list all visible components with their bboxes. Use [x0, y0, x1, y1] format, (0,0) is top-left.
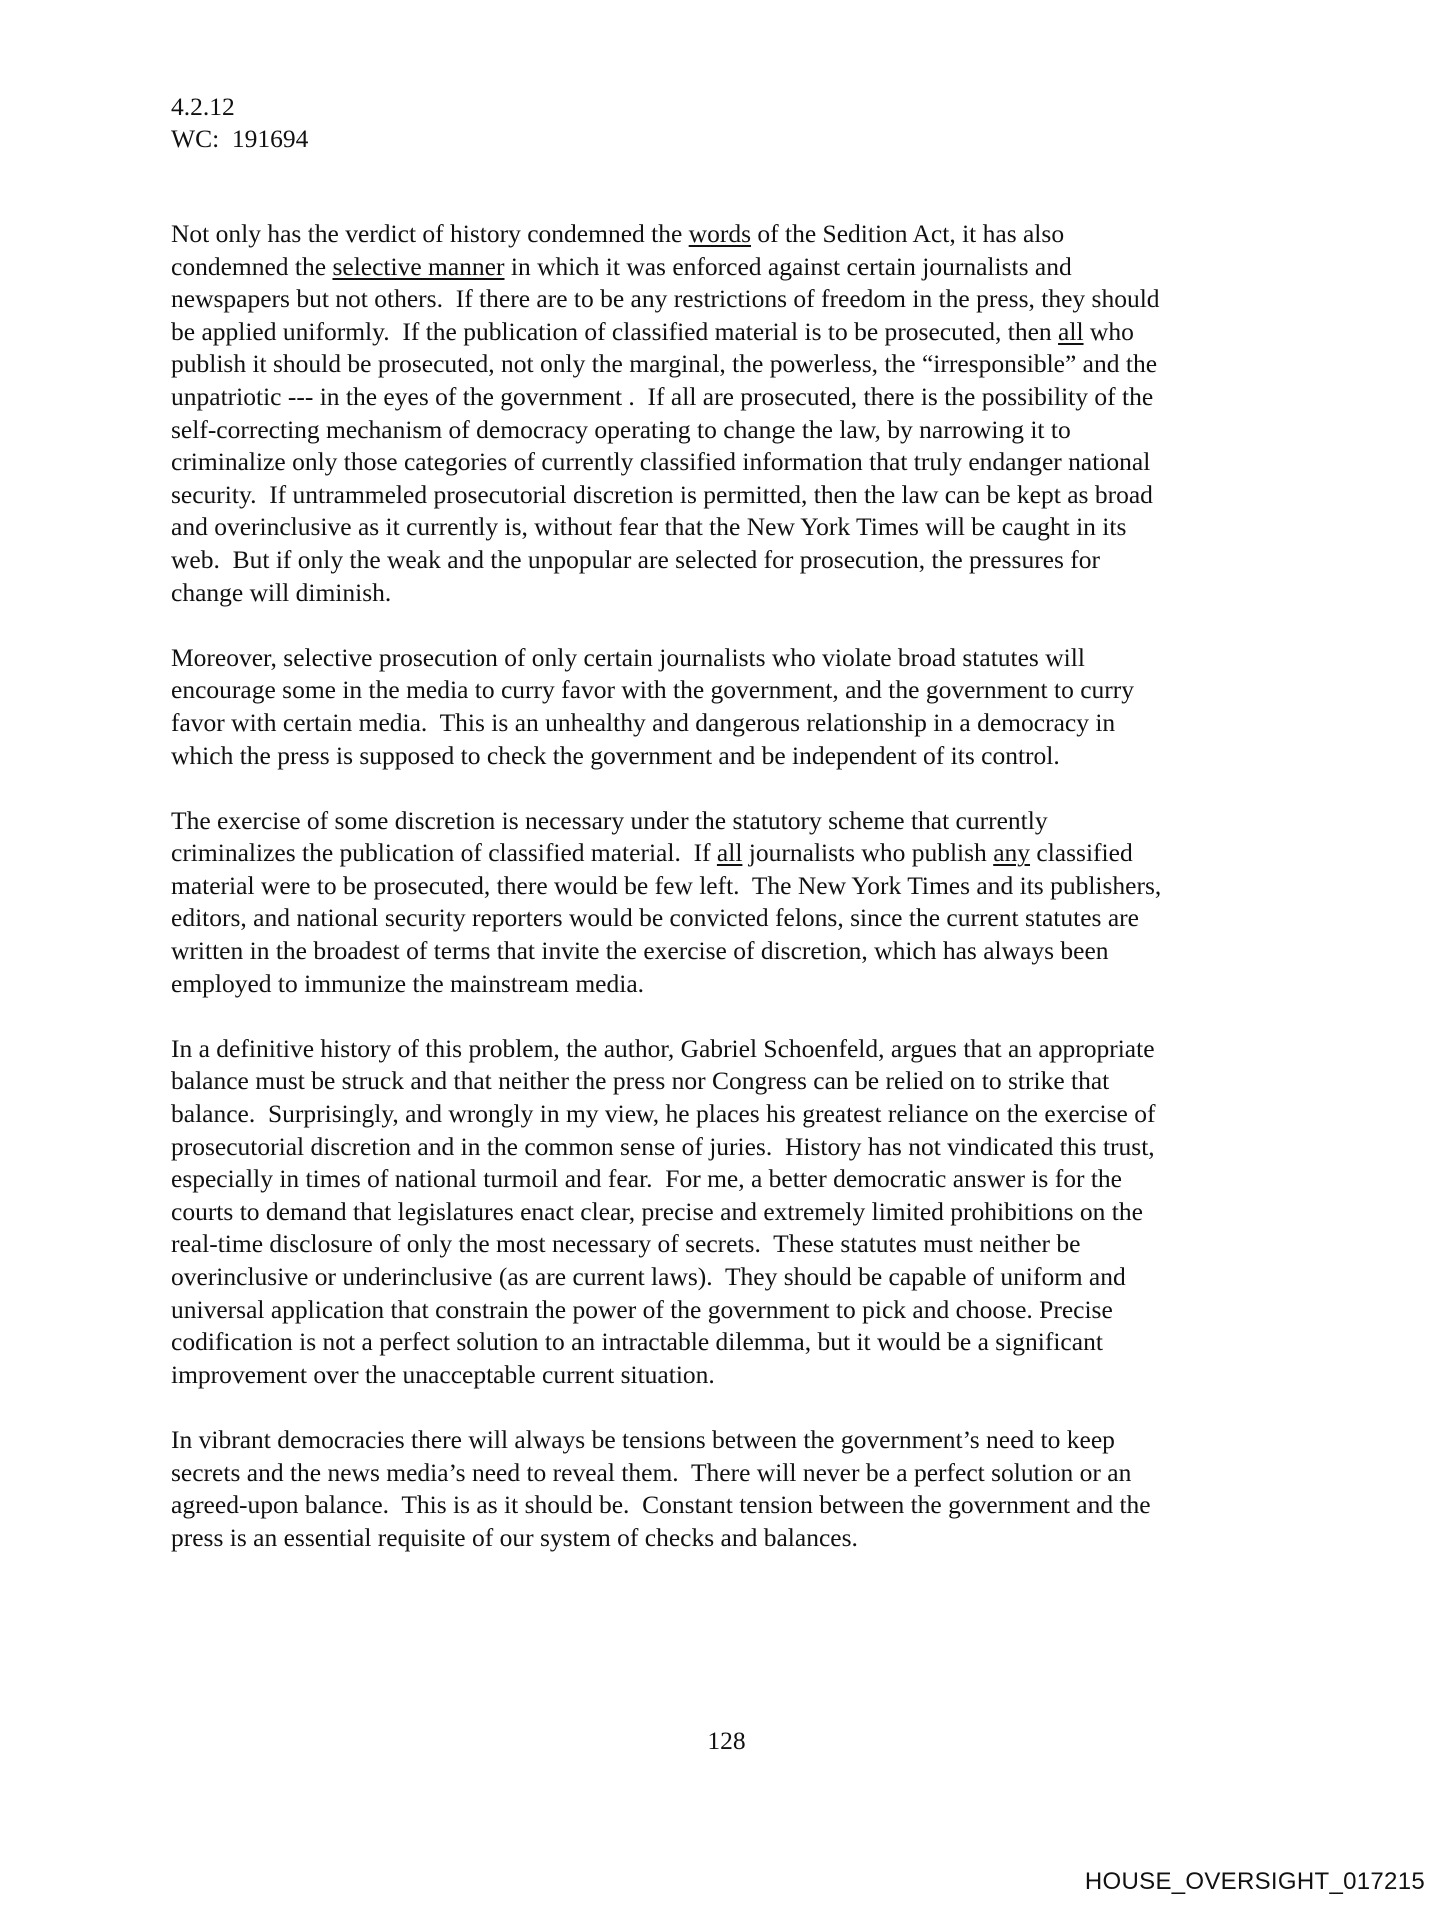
text-line	[171, 707, 1321, 740]
text-line	[171, 902, 1321, 935]
text-line	[171, 870, 1321, 903]
text-line	[171, 674, 1321, 707]
text-line	[171, 446, 1321, 479]
text-line	[171, 1163, 1321, 1196]
text-line	[171, 511, 1321, 544]
text-segment: press is an essential requisite of our system of checks and balances.	[171, 1522, 858, 1552]
text-line	[171, 251, 1321, 284]
paragraph	[171, 218, 1321, 609]
text-segment: in which it was enforced against certain journalists and	[504, 251, 1072, 281]
text-segment: universal application that constrain the power of the government to pick and choose. Precise	[171, 1294, 1113, 1324]
text-line	[171, 283, 1321, 316]
text-segment: unpatriotic --- in the eyes of the government . If all are prosecuted, there is the possibility of the	[171, 381, 1154, 411]
text-segment: written in the broadest of terms that invite the exercise of discretion, which has always been	[171, 936, 1109, 966]
text-line	[171, 1522, 1321, 1555]
paragraph	[171, 1424, 1321, 1554]
text-segment: be applied uniformly. If the publication of classified material is to be prosecuted, then	[171, 316, 1059, 346]
text-line	[171, 479, 1321, 512]
text-segment: especially in times of national turmoil and fear. For me, a better democratic answer is for the	[171, 1164, 1122, 1194]
text-segment: material were to be prosecuted, there would be few left. The New York Times and its publishers,	[171, 870, 1162, 900]
text-segment: which the press is supposed to check the government and be independent of its control.	[171, 740, 1060, 770]
text-segment: publish it should be prosecuted, not only the marginal, the powerless, the “irresponsible” and the	[171, 349, 1158, 379]
paragraph	[171, 1033, 1321, 1392]
text-segment: balance. Surprisingly, and wrongly in my view, he places his greatest reliance on the exercise of	[171, 1099, 1156, 1129]
text-segment: and overinclusive as it currently is, without fear that the New York Times will be caught in its	[171, 512, 1127, 542]
bates-number: HOUSE_OVERSIGHT_017215	[1084, 1868, 1425, 1895]
text-line	[171, 1228, 1321, 1261]
text-line	[171, 1326, 1321, 1359]
text-line	[171, 218, 1321, 251]
text-segment: newspapers but not others. If there are to be any restrictions of freedom in the press, they should	[171, 284, 1160, 314]
text-segment: In a definitive history of this problem, the author, Gabriel Schoenfeld, argues that an appropriate	[171, 1033, 1155, 1063]
text-line	[171, 577, 1321, 610]
text-segment: who	[1083, 316, 1134, 346]
text-segment: criminalize only those categories of currently classified information that truly endanger national	[171, 447, 1151, 477]
text-segment: courts to demand that legislatures enact clear, precise and extremely limited prohibitions on the	[171, 1196, 1143, 1226]
text-line	[171, 642, 1321, 675]
text-line	[171, 805, 1321, 838]
text-segment: The exercise of some discretion is necessary under the statutory scheme that currently	[171, 805, 1048, 835]
text-line	[171, 1261, 1321, 1294]
text-line	[171, 935, 1321, 968]
date-line: 4.2.12	[171, 92, 235, 121]
text-segment: secrets and the news media’s need to reveal them. There will never be a perfect solution or an	[171, 1457, 1132, 1487]
text-line	[171, 544, 1321, 577]
text-segment: balance must be struck and that neither the press nor Congress can be relied on to strike that	[171, 1066, 1110, 1096]
text-segment: In vibrant democracies there will always be tensions between the government’s need to keep	[171, 1424, 1115, 1454]
text-segment: overinclusive or underinclusive (as are current laws). They should be capable of uniform and	[171, 1262, 1126, 1291]
underlined-emphasis: selective manner	[332, 251, 505, 281]
text-segment: journalists who publish	[742, 838, 994, 868]
page-number: 128	[707, 1726, 746, 1755]
text-line	[171, 381, 1321, 414]
paragraph	[171, 642, 1321, 772]
document-header	[171, 91, 308, 155]
text-line	[171, 1065, 1321, 1098]
text-line	[171, 1294, 1321, 1327]
text-segment: change will diminish.	[171, 577, 392, 607]
text-segment: improvement over the unacceptable current situation.	[171, 1359, 715, 1389]
text-segment: encourage some in the media to curry favor with the government, and the government to curry	[171, 675, 1135, 705]
text-line	[171, 1098, 1321, 1131]
underlined-emphasis: words	[688, 219, 752, 248]
text-line	[171, 740, 1321, 773]
text-line	[171, 316, 1321, 349]
text-segment: prosecutorial discretion and in the common sense of juries. History has not vindicated this trust,	[171, 1131, 1155, 1161]
text-line	[171, 348, 1321, 381]
text-segment: of the Sedition Act, it has also	[751, 219, 1065, 248]
text-line	[171, 1359, 1321, 1392]
text-segment: criminalizes the publication of classified material. If	[171, 838, 717, 868]
text-line	[171, 1489, 1321, 1522]
text-line	[171, 1033, 1321, 1066]
text-line	[171, 968, 1321, 1001]
text-segment: Not only has the verdict of history condemned the	[171, 219, 689, 248]
text-line	[171, 837, 1321, 870]
text-segment: classified	[1030, 838, 1133, 868]
document-body	[171, 218, 1321, 1587]
text-segment: web. But if only the weak and the unpopular are selected for prosecution, the pressures for	[171, 544, 1101, 574]
text-segment: favor with certain media. This is an unhealthy and dangerous relationship in a democracy in	[171, 707, 1116, 737]
text-segment: Moreover, selective prosecution of only certain journalists who violate broad statutes will	[171, 642, 1085, 672]
text-segment: editors, and national security reporters would be convicted felons, since the current statutes are	[171, 903, 1139, 933]
text-segment: employed to immunize the mainstream media.	[171, 968, 645, 998]
text-segment: codification is not a perfect solution to an intractable dilemma, but it would be a significant	[171, 1327, 1103, 1357]
text-segment: condemned the	[171, 251, 333, 281]
text-segment: security. If untrammeled prosecutorial discretion is permitted, then the law can be kept as broad	[171, 479, 1153, 509]
text-line	[171, 414, 1321, 447]
underlined-emphasis: all	[716, 838, 743, 868]
underlined-emphasis: any	[993, 838, 1031, 868]
text-line	[171, 1457, 1321, 1490]
paragraph	[171, 805, 1321, 1001]
word-count-line: WC: 191694	[171, 124, 309, 153]
text-line	[171, 1196, 1321, 1229]
text-segment: real-time disclosure of only the most necessary of secrets. These statutes must neither be	[171, 1229, 1081, 1259]
text-segment: agreed-upon balance. This is as it should be. Constant tension between the government and the	[171, 1490, 1151, 1520]
text-segment: self-correcting mechanism of democracy operating to change the law, by narrowing it to	[171, 414, 1071, 444]
underlined-emphasis: all	[1058, 316, 1084, 346]
text-line	[171, 1424, 1321, 1457]
text-line	[171, 1131, 1321, 1164]
